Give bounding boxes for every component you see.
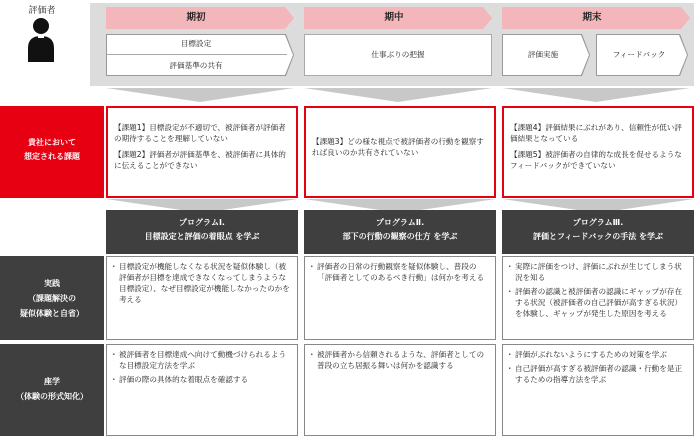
phase-title-mid: 期中 xyxy=(384,12,404,23)
chevron-down-icon xyxy=(502,88,690,102)
list-item: ・ 評価がぶれないようにするための対策を学ぶ xyxy=(509,349,687,360)
row-label-line: （課題解決の xyxy=(28,294,76,303)
issue-item: 【課題1】目標設定が不適切で、被評価者が評価者の期待することを理解していない xyxy=(114,123,286,143)
practice-cell-3 xyxy=(502,256,694,340)
program-subtitle: 部下の行動の観察の仕方 を学ぶ xyxy=(342,232,458,241)
issue-box-end xyxy=(502,106,694,198)
issue-item: 【課題5】被評価者の自律的な成長を促せるようなフィードバックができていない xyxy=(510,150,682,170)
list-item: ・ 実際に評価をつけ、評価にぶれが生じてしまう状況を知る xyxy=(509,261,687,283)
list-item: ・ 評価者の日常の行動観察を疑似体験し、普段の「評価者としてのあるべき行動」は何かを考える xyxy=(311,261,489,283)
program-title: プログラムⅠ. xyxy=(179,218,225,227)
row-label-line: 座学 xyxy=(44,377,60,386)
program-title: プログラムⅢ. xyxy=(572,218,624,227)
issue-box-mid xyxy=(304,106,496,198)
chevron-down-icon xyxy=(304,88,492,102)
list-item: ・ 被評価者から信頼されるような、評価者としての普段の立ち居振る舞いは何かを認識する xyxy=(311,349,489,371)
row-label-line: （体験の形式知化） xyxy=(16,392,88,401)
program-subtitle: 評価とフィードバックの手法 を学ぶ xyxy=(533,232,663,241)
row-label-practice xyxy=(0,256,104,340)
chevron-down-icon xyxy=(106,88,294,102)
phase-box-work-tracking: 仕事ぶりの把握 xyxy=(371,50,425,59)
phase-box-feedback-label: フィードバック xyxy=(612,50,666,59)
person-icon xyxy=(26,16,56,62)
issue-header-line1: 貴社において xyxy=(28,138,76,147)
issue-item: 【課題2】評価者が評価基準を、被評価者に具体的に伝えることができない xyxy=(114,150,286,170)
lecture-cell-2 xyxy=(304,344,496,436)
list-item: ・ 目標設定が機能しなくなる状況を疑似体験し（被評価者が目標を達成できなくなってしまうような目標設定）、なぜ目標設定が機能しなかったのかを考える xyxy=(113,261,291,305)
issue-item: 【課題4】評価結果にぶれがあり、信頼性が低い評価結果となっている xyxy=(510,123,682,143)
phase-box-goal-setting: 目標設定 xyxy=(180,39,212,48)
row-label-lecture xyxy=(0,344,104,436)
list-item: ・ 被評価者を目標達成へ向けて動機づけられるような目標設定方法を学ぶ xyxy=(113,349,291,371)
program-header-3 xyxy=(502,210,694,254)
phase-title-end: 期末 xyxy=(582,12,602,23)
program-title: プログラムⅡ. xyxy=(375,218,425,227)
issue-box-start xyxy=(106,106,298,198)
phase-box-criteria-sharing: 評価基準の共有 xyxy=(169,61,223,70)
issue-row-header xyxy=(0,106,104,198)
list-item: ・ 自己評価が高すぎる被評価者の認識・行動を是正するための指導方法を学ぶ xyxy=(509,363,687,385)
list-item: ・ 評価の際の具体的な着眼点を確認する xyxy=(113,374,291,385)
row-label-line: 実践 xyxy=(44,279,60,288)
lecture-cell-3 xyxy=(502,344,694,436)
practice-cell-2 xyxy=(304,256,496,340)
issue-item: 【課題3】どの様な視点で被評価者の行動を観察すれば良いのか共有されていない xyxy=(312,137,484,157)
practice-cell-1 xyxy=(106,256,298,340)
phase-box-evaluation-label: 評価実施 xyxy=(527,50,559,59)
phase-title-start: 期初 xyxy=(186,12,206,23)
issue-header-line2: 想定される課題 xyxy=(24,152,80,161)
lecture-cell-1 xyxy=(106,344,298,436)
row-label-line: 疑似体験と自省） xyxy=(20,309,84,318)
program-header-2 xyxy=(304,210,496,254)
program-header-1 xyxy=(106,210,298,254)
program-subtitle: 目標設定と評価の着眼点 を学ぶ xyxy=(144,232,260,241)
evaluator-label: 評価者 xyxy=(28,6,56,16)
list-item: ・ 評価者の認識と被評価者の認識にギャップが存在する状況（被評価者の自己評価が高すぎる状況）を体験し、ギャップが発生した原因を考える xyxy=(509,286,687,319)
phase-box-divider xyxy=(107,54,287,55)
